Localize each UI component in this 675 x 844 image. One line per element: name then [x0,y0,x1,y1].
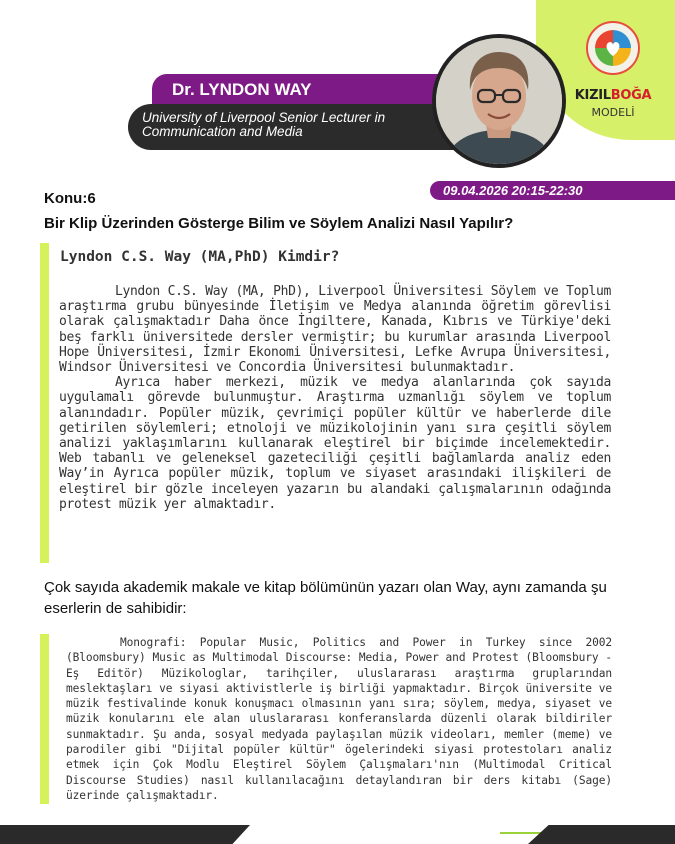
footer-bar-left [0,825,250,844]
bio-accent-bar [40,243,49,563]
bio-body [59,284,611,512]
logo-wordmark: KIZILBOĞA [574,88,652,103]
works-paragraph: Monografi: Popular Music, Politics and Power in Turkey since 2002 (Bloomsbury) Music as Multimodal Discourse: Media, Power and Protest (Bloomsbury - Eş Editör) Müzikologlar, tarihçiler, uluslararası araştırma gruplarından meslektaşları ve siyasi aktivistlerle iş birliği yapmaktadır. Birçok üniversite ve müzik festivalinde konuk konuşmacı olmasının yanı sıra; söylem, medya, siyaset ve müzik konularını ele alan uluslararası konferanslarda düzenli olarak bildiriler sunmaktadır. Şu anda, sosyal medyada paylaşılan müzik videoları, memler (meme) ve parodiler gibi "Dijital popüler kültür" ögelerindeki siyasi protestoları analiz etmek için Çok Modlu Eleştirel Söylem Çalışmaları'nın (Multimodal Critical Discourse Studies) nasıl kullanılacağını detaylandıran bir ders kitabı (Sage) üzerinde çalışmaktadır. [66,636,612,802]
bio-heading: Lyndon C.S. Way (MA,PhD) Kimdir? [60,249,340,265]
topic-title: Bir Klip Üzerinden Gösterge Bilim ve Söylem Analizi Nasıl Yapılır? [44,215,514,232]
speaker-portrait-icon [436,38,562,164]
logo-subtitle: MODELİ [591,106,635,119]
footer-bar-right [528,825,675,844]
event-datetime: 09.04.2026 20:15-22:30 [443,183,583,198]
works-body [66,635,612,803]
speaker-affiliation: University of Liverpool Senior Lecturer in Communication and Media [142,110,386,139]
puzzle-heart-logo-icon [585,20,641,76]
speaker-name: Dr. LYNDON WAY [172,80,312,99]
speaker-photo [436,38,562,164]
bio-paragraph: Lyndon C.S. Way (MA, PhD), Liverpool Üniversitesi Söylem ve Toplum araştırma grubu bünyesinde İletişim ve Medya alanında öğretim görevlisi olarak çalışmaktadır Daha önce İngiltere, Kanada, Kıbrıs ve Türkiye'deki beş farklı üniversitede dersler vermiştir; bu kurumlar arasında Liverpool Hope Üniversitesi, İzmir Ekonomi Üniversitesi, Lefke Avrupa Üniversitesi, Windsor Üniversitesi ve Concordia Üniversitesi bulunmaktadır. [59,284,611,376]
topic-number: Konu:6 [44,190,96,207]
works-intro: Çok sayıda akademik makale ve kitap bölümünün yazarı olan Way, aynı zamanda şu eserlerin de sahibidir: [44,579,607,617]
bio-paragraph: Ayrıca haber merkezi, müzik ve medya alanlarında çok sayıda uygulamalı görevde bulunmuştur. Araştırma uzmanlığı söylem ve toplum alanındadır. Popüler müzik, çevrimiçi popüler kültür ve haberlerde dile getirilen söylemleri; etnoloji ve müzikolojinin yanı sıra çeşitli söylem analizi yaklaşımlarını kullanarak eleştirel bir biçimde incelemektedir. Web tabanlı ve geleneksel gazeteciliği çeşitli bağlamlarda analiz eden Way’in Ayrıca popüler müzik, toplum ve siyaset arasındaki ilişkileri de eleştirel bir gözle inceleyen yazarın bu alandaki çalışmalarının odağında protest müzik yer almaktadır. [59,375,611,512]
works-accent-bar [40,634,49,804]
